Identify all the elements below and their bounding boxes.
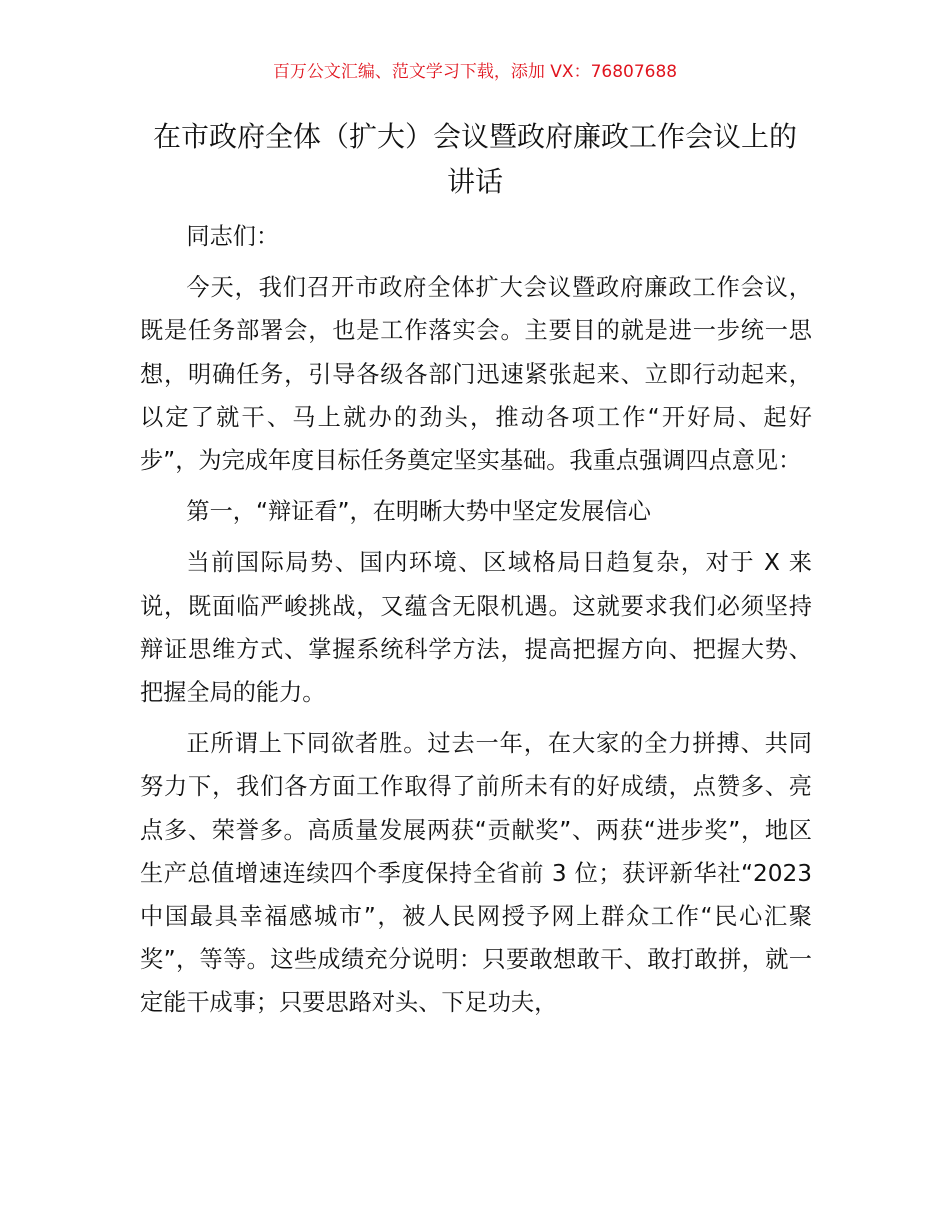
section-heading-1: 第一，“辩证看”，在明晰大势中坚定发展信心: [186, 498, 651, 526]
paragraph-intro: 今天，我们召开市政府全体扩大会议暨政府廉政工作会议，既是任务部署会，也是工作落实会。主要目的就是进一步统一思想，明确任务，引导各级各部门迅速紧张起来、立即行动起来，以定了就干、马上就办的劲头，推动各项工作“开好局、起好步”，为完成年度目标任务奠定坚实基础。我重点强调四点意见：: [140, 274, 812, 475]
document-title: 在市政府全体（扩大）会议暨政府廉政工作会议上的讲话: [152, 120, 797, 198]
salutation: 同志们：: [186, 223, 280, 250]
document-body: [140, 215, 812, 1033]
paragraph-achievements: 正所谓上下同欲者胜。过去一年，在大家的全力拼搏、共同努力下，我们各方面工作取得了前所未有的好成绩，点赞多、亮点多、荣誉多。高质量发展两获“贡献奖”、两获“进步奖”，地区生产总值增速连续四个季度保持全省前 3 位；获评新华社“2023 中国最具幸福感城市”，被人民网授予网上群众工作“民心汇聚奖”，等等。这些成绩充分说明：只要敢想敢干、敢打敢拼，就一定能干成事；只要思路对头、下足功夫，: [140, 730, 812, 1017]
watermark-banner: 百万公文汇编、范文学习下载，添加 VX：76807688: [272, 62, 678, 82]
paragraph-situation: 当前国际局势、国内环境、区域格局日趋复杂，对于 X 来说，既面临严峻挑战，又蕴含无限机遇。这就要求我们必须坚持辩证思维方式、掌握系统科学方法，提高把握方向、把握大势、把握全局的能力。: [140, 549, 812, 707]
